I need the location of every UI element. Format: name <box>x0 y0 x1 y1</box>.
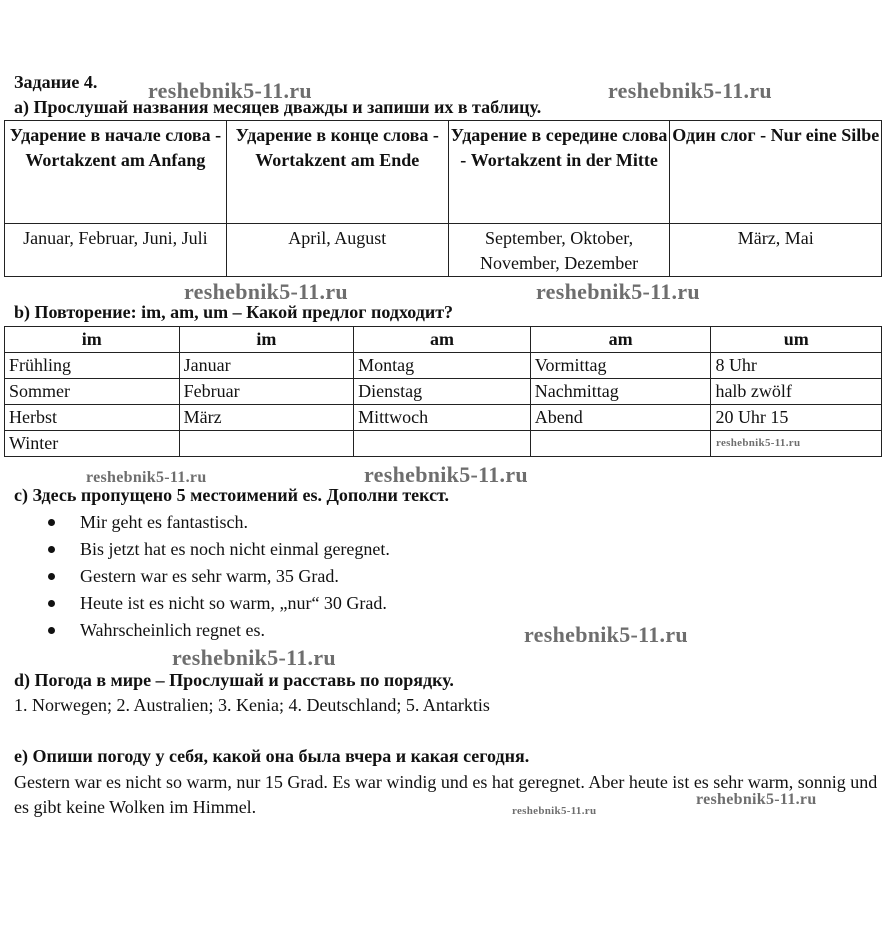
table-cell: März <box>179 405 354 431</box>
table-cell <box>354 431 531 457</box>
section-a-heading: а) Прослушай названия месяцев дважды и запиши их в таблицу. <box>14 97 542 117</box>
table-row <box>5 405 882 431</box>
watermark: reshebnik5-11.ru <box>148 78 312 103</box>
table-row <box>5 379 882 405</box>
list-item: Gestern war es sehr warm, 35 Grad. <box>44 563 390 590</box>
table-cell: 20 Uhr 15 <box>711 405 882 431</box>
table-cell: Abend <box>530 405 711 431</box>
watermark: reshebnik5-11.ru <box>512 805 597 817</box>
watermark: reshebnik5-11.ru <box>172 645 336 670</box>
table-header-row <box>5 327 882 353</box>
table-header-cell: Ударение в начале слова - Wortakzent am Anfang <box>5 121 227 224</box>
table-cell: 8 Uhr <box>711 353 882 379</box>
section-e-heading: е) Опиши погоду у себя, какой она была вчера и какая сегодня. <box>14 746 530 766</box>
section-b-heading: b) Повторение: im, am, um – Какой предлог подходит? <box>14 302 454 322</box>
table-cell: Nachmittag <box>530 379 711 405</box>
months-stress-table <box>4 120 882 277</box>
table-header-cell: am <box>354 327 531 353</box>
list-item: Mir geht es fantastisch. <box>44 509 390 536</box>
table-cell: Herbst <box>5 405 180 431</box>
table-cell: halb zwölf <box>711 379 882 405</box>
watermark: reshebnik5-11.ru <box>184 279 348 304</box>
table-header-cell: Один слог - Nur eine Silbe <box>670 121 882 224</box>
table-header-cell: am <box>530 327 711 353</box>
table-header-row <box>5 121 882 224</box>
table-cell: Februar <box>179 379 354 405</box>
table-cell <box>179 431 354 457</box>
task-title: Задание 4. <box>14 72 98 92</box>
table-cell: Frühling <box>5 353 180 379</box>
list-item: Heute ist es nicht so warm, „nur“ 30 Grad. <box>44 590 390 617</box>
table-header-cell: Ударение в конце слова - Wortakzent am Ende <box>226 121 448 224</box>
list-item: Wahrscheinlich regnet es. <box>44 617 390 644</box>
table-cell: Januar, Februar, Juni, Juli <box>5 224 227 277</box>
table-header-cell: im <box>179 327 354 353</box>
table-header-cell: Ударение в середине слова - Wortakzent in der Mitte <box>448 121 670 224</box>
table-cell: Vormittag <box>530 353 711 379</box>
table-cell: März, Mai <box>670 224 882 277</box>
table-cell: Montag <box>354 353 531 379</box>
table-cell: April, August <box>226 224 448 277</box>
table-row <box>5 224 882 277</box>
watermark: reshebnik5-11.ru <box>86 469 207 486</box>
table-header-cell: um <box>711 327 882 353</box>
list-item: Bis jetzt hat es noch nicht einmal geregnet. <box>44 536 390 563</box>
table-cell: Sommer <box>5 379 180 405</box>
table-cell: Winter <box>5 431 180 457</box>
watermark: reshebnik5-11.ru <box>696 791 817 808</box>
watermark: reshebnik5-11.ru <box>524 622 688 647</box>
table-cell: September, Oktober, November, Dezember <box>448 224 670 277</box>
section-e-answer: Gestern war es nicht so warm, nur 15 Grad. Es war windig und es hat geregnet. Aber heute ist es sehr warm, sonnig und es gibt keine Wolken im Himmel. <box>14 772 878 817</box>
watermark: reshebnik5-11.ru <box>716 437 801 449</box>
table-cell: Dienstag <box>354 379 531 405</box>
table-row <box>5 353 882 379</box>
table-cell: Januar <box>179 353 354 379</box>
section-c-heading: с) Здесь пропущено 5 местоимений es. Дополни текст. <box>14 485 450 505</box>
watermark: reshebnik5-11.ru <box>536 279 700 304</box>
es-sentences-list <box>44 509 390 644</box>
table-header-cell: im <box>5 327 180 353</box>
watermark: reshebnik5-11.ru <box>608 78 772 103</box>
section-d-heading: d) Погода в мире – Прослушай и расставь по порядку. <box>14 670 454 690</box>
section-d-answer: 1. Norwegen; 2. Australien; 3. Kenia; 4. Deutschland; 5. Antarktis <box>14 695 490 715</box>
watermark: reshebnik5-11.ru <box>364 462 528 487</box>
table-cell <box>530 431 711 457</box>
table-cell: Mittwoch <box>354 405 531 431</box>
